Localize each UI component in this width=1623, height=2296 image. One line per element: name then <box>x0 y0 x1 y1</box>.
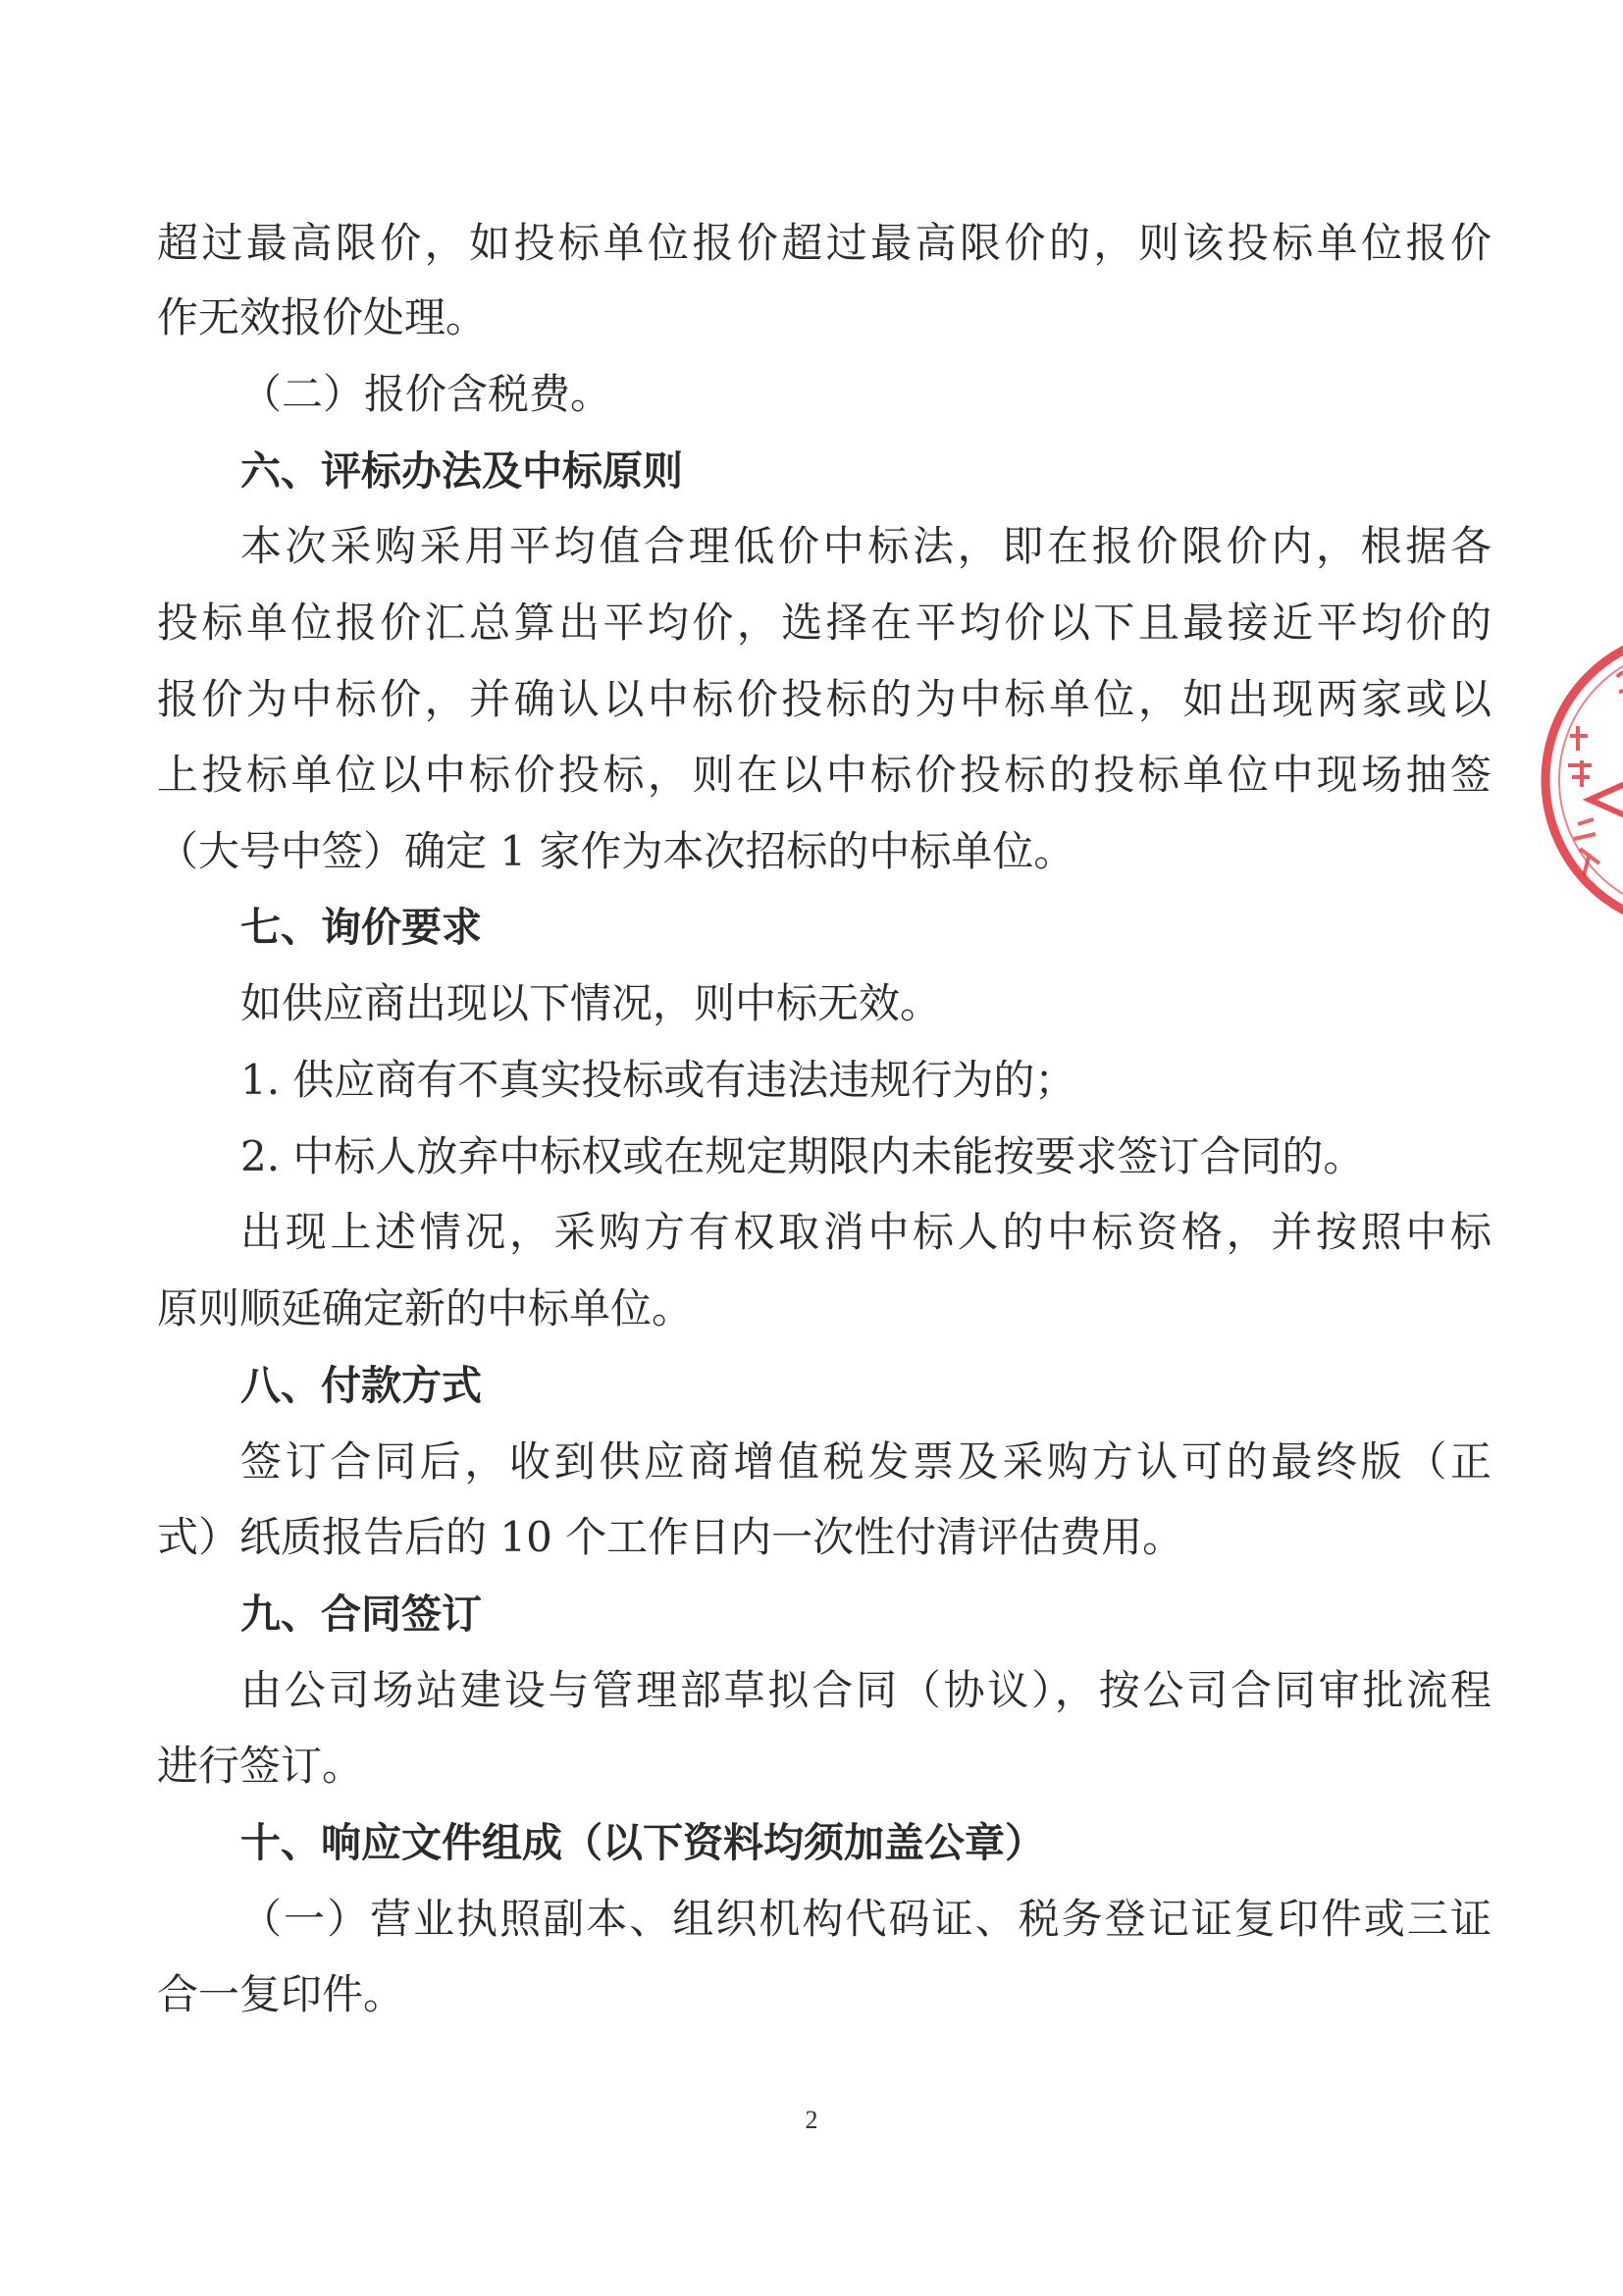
section-heading: 八、付款方式 <box>240 1362 482 1409</box>
section-heading: 七、询价要求 <box>240 904 482 951</box>
page-number: 2 <box>805 2106 818 2134</box>
body-line: 进行签订。 <box>157 1742 364 1790</box>
body-line: 本次采购采用平均值合理低价中标法，即在报价限价内，根据各 <box>240 522 1492 570</box>
body-line: 作无效报价处理。 <box>157 293 488 341</box>
body-line: 超过最高限价，如投标单位报价超过最高限价的，则该投标单位报价 <box>157 219 1492 267</box>
body-line: 原则顺延确定新的中标单位。 <box>157 1284 694 1332</box>
body-line: 2. 中标人放弃中标权或在规定期限内未能按要求签订合同的。 <box>240 1132 1365 1180</box>
body-line: 如供应商出现以下情况，则中标无效。 <box>240 979 942 1027</box>
body-line: 报价为中标价，并确认以中标价投标的为中标单位，如出现两家或以 <box>157 675 1492 723</box>
body-line: （大号中签）确定 1 家作为本次招标的中标单位。 <box>157 827 1075 875</box>
body-line: （二）报价含税费。 <box>240 370 612 418</box>
section-heading: 六、评标办法及中标原则 <box>240 447 683 495</box>
body-line: 式）纸质报告后的 10 个工作日内一次性付清评估费用。 <box>157 1513 1184 1561</box>
body-line: 投标单位报价汇总算出平均价，选择在平均价以下且最接近平均价的 <box>157 599 1492 647</box>
seal-stamp-icon <box>1531 618 1623 942</box>
body-line: （一）营业执照副本、组织机构代码证、税务登记证复印件或三证 <box>240 1895 1492 1943</box>
body-line: 1. 供应商有不真实投标或有违法违规行为的； <box>240 1056 1076 1104</box>
section-heading: 十、响应文件组成（以下资料均须加盖公章） <box>240 1819 1045 1866</box>
body-line: 签订合同后，收到供应商增值税发票及采购方认可的最终版（正 <box>240 1437 1492 1486</box>
body-line: 出现上述情况，采购方有权取消中标人的中标资格，并按照中标 <box>240 1208 1492 1256</box>
body-line: 由公司场站建设与管理部草拟合同（协议），按公司合同审批流程 <box>240 1666 1492 1714</box>
section-heading: 九、合同签订 <box>240 1591 482 1638</box>
body-line: 合一复印件。 <box>157 1970 405 2018</box>
body-line: 上投标单位以中标价投标，则在以中标价投标的投标单位中现场抽签 <box>157 751 1492 799</box>
